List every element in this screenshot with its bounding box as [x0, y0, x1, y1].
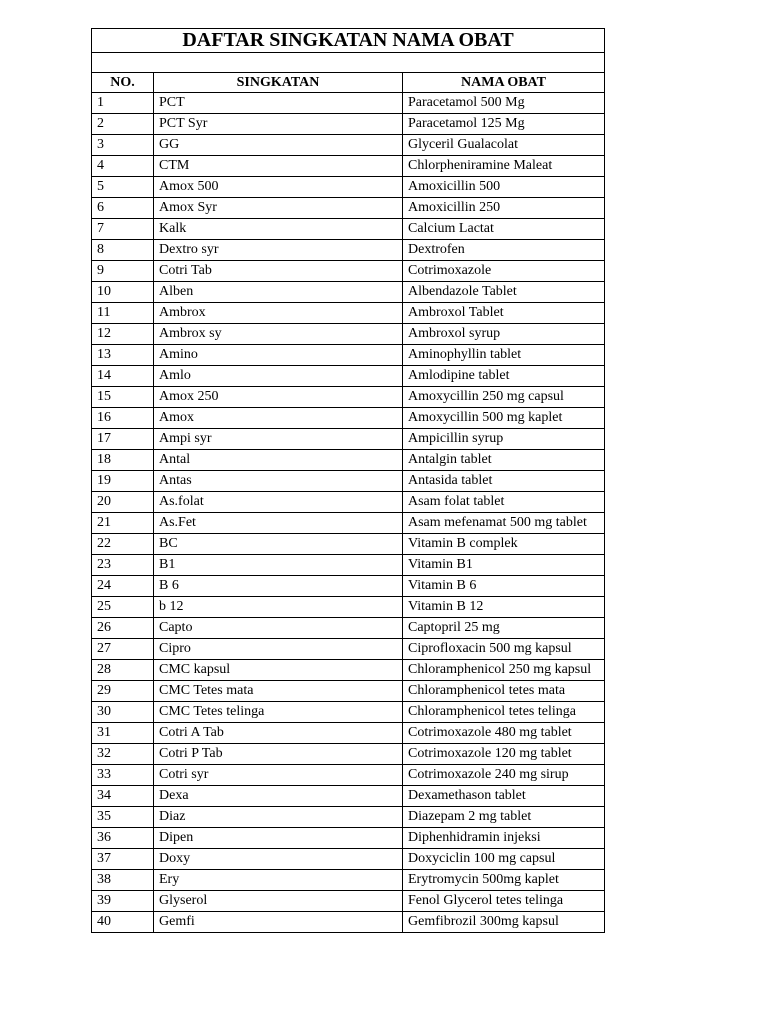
abbreviation-cell: Antas [154, 471, 403, 492]
row-number-cell: 2 [92, 114, 154, 135]
table-row [92, 114, 605, 135]
table-row [92, 240, 605, 261]
table-row [92, 786, 605, 807]
drug-name-cell: Vitamin B1 [403, 555, 605, 576]
drug-name-cell: Vitamin B complek [403, 534, 605, 555]
drug-name-cell: Dexamethason tablet [403, 786, 605, 807]
row-number-cell: 7 [92, 219, 154, 240]
row-number-cell: 27 [92, 639, 154, 660]
abbreviation-cell: Alben [154, 282, 403, 303]
row-number-cell: 8 [92, 240, 154, 261]
abbreviation-cell: Dexa [154, 786, 403, 807]
abbreviation-cell: PCT [154, 93, 403, 114]
column-header-row [92, 73, 605, 93]
medicine-abbreviation-sheet [91, 28, 604, 933]
abbreviation-cell: Ampi syr [154, 429, 403, 450]
row-number-cell: 14 [92, 366, 154, 387]
medicine-table [91, 28, 605, 933]
table-row [92, 156, 605, 177]
abbreviation-cell: b 12 [154, 597, 403, 618]
table-row [92, 513, 605, 534]
table-row [92, 618, 605, 639]
table-row [92, 219, 605, 240]
blank-row [92, 53, 605, 73]
table-row [92, 471, 605, 492]
table-row [92, 828, 605, 849]
row-number-cell: 40 [92, 912, 154, 933]
row-number-cell: 36 [92, 828, 154, 849]
row-number-cell: 23 [92, 555, 154, 576]
row-number-cell: 28 [92, 660, 154, 681]
row-number-cell: 5 [92, 177, 154, 198]
drug-name-cell: Amoxicillin 250 [403, 198, 605, 219]
drug-name-cell: Paracetamol 125 Mg [403, 114, 605, 135]
table-row [92, 177, 605, 198]
drug-name-cell: Chloramphenicol tetes telinga [403, 702, 605, 723]
row-number-cell: 10 [92, 282, 154, 303]
abbreviation-cell: Doxy [154, 849, 403, 870]
abbreviation-cell: Gemfi [154, 912, 403, 933]
table-row [92, 765, 605, 786]
table-body [92, 93, 605, 933]
page-title: DAFTAR SINGKATAN NAMA OBAT [92, 29, 605, 53]
drug-name-cell: Ambroxol Tablet [403, 303, 605, 324]
row-number-cell: 20 [92, 492, 154, 513]
abbreviation-cell: CMC Tetes mata [154, 681, 403, 702]
drug-name-cell: Chloramphenicol 250 mg kapsul [403, 660, 605, 681]
table-row [92, 261, 605, 282]
drug-name-cell: Asam folat tablet [403, 492, 605, 513]
blank-cell [92, 53, 605, 73]
row-number-cell: 9 [92, 261, 154, 282]
row-number-cell: 6 [92, 198, 154, 219]
drug-name-cell: Albendazole Tablet [403, 282, 605, 303]
abbreviation-cell: Cotri Tab [154, 261, 403, 282]
row-number-cell: 38 [92, 870, 154, 891]
row-number-cell: 18 [92, 450, 154, 471]
table-row [92, 324, 605, 345]
row-number-cell: 24 [92, 576, 154, 597]
abbreviation-cell: CMC kapsul [154, 660, 403, 681]
drug-name-cell: Antasida tablet [403, 471, 605, 492]
row-number-cell: 22 [92, 534, 154, 555]
drug-name-cell: Gemfibrozil 300mg kapsul [403, 912, 605, 933]
drug-name-cell: Diazepam 2 mg tablet [403, 807, 605, 828]
table-row [92, 93, 605, 114]
drug-name-cell: Aminophyllin tablet [403, 345, 605, 366]
drug-name-cell: Antalgin tablet [403, 450, 605, 471]
drug-name-cell: Ciprofloxacin 500 mg kapsul [403, 639, 605, 660]
row-number-cell: 1 [92, 93, 154, 114]
table-row [92, 849, 605, 870]
table-row [92, 576, 605, 597]
drug-name-cell: Amoxycillin 500 mg kaplet [403, 408, 605, 429]
header-no: NO. [92, 73, 154, 93]
row-number-cell: 30 [92, 702, 154, 723]
drug-name-cell: Vitamin B 6 [403, 576, 605, 597]
row-number-cell: 16 [92, 408, 154, 429]
row-number-cell: 39 [92, 891, 154, 912]
row-number-cell: 4 [92, 156, 154, 177]
table-row [92, 723, 605, 744]
abbreviation-cell: Glyserol [154, 891, 403, 912]
table-row [92, 912, 605, 933]
table-row [92, 135, 605, 156]
table-row [92, 597, 605, 618]
abbreviation-cell: B1 [154, 555, 403, 576]
table-row [92, 387, 605, 408]
abbreviation-cell: CMC Tetes telinga [154, 702, 403, 723]
abbreviation-cell: B 6 [154, 576, 403, 597]
row-number-cell: 13 [92, 345, 154, 366]
table-row [92, 870, 605, 891]
abbreviation-cell: GG [154, 135, 403, 156]
drug-name-cell: Vitamin B 12 [403, 597, 605, 618]
row-number-cell: 17 [92, 429, 154, 450]
drug-name-cell: Cotrimoxazole 120 mg tablet [403, 744, 605, 765]
drug-name-cell: Calcium Lactat [403, 219, 605, 240]
drug-name-cell: Fenol Glycerol tetes telinga [403, 891, 605, 912]
drug-name-cell: Cotrimoxazole [403, 261, 605, 282]
drug-name-cell: Amoxycillin 250 mg capsul [403, 387, 605, 408]
drug-name-cell: Doxyciclin 100 mg capsul [403, 849, 605, 870]
abbreviation-cell: Amox [154, 408, 403, 429]
abbreviation-cell: Amox 500 [154, 177, 403, 198]
row-number-cell: 21 [92, 513, 154, 534]
abbreviation-cell: Amox 250 [154, 387, 403, 408]
table-row [92, 807, 605, 828]
header-drug-name: NAMA OBAT [403, 73, 605, 93]
abbreviation-cell: Cotri syr [154, 765, 403, 786]
table-row [92, 429, 605, 450]
table-row [92, 366, 605, 387]
drug-name-cell: Glyceril Gualacolat [403, 135, 605, 156]
row-number-cell: 34 [92, 786, 154, 807]
table-row [92, 450, 605, 471]
table-row [92, 660, 605, 681]
drug-name-cell: Diphenhidramin injeksi [403, 828, 605, 849]
abbreviation-cell: PCT Syr [154, 114, 403, 135]
abbreviation-cell: Kalk [154, 219, 403, 240]
drug-name-cell: Amoxicillin 500 [403, 177, 605, 198]
table-row [92, 492, 605, 513]
table-row [92, 744, 605, 765]
table-row [92, 639, 605, 660]
row-number-cell: 31 [92, 723, 154, 744]
table-row [92, 198, 605, 219]
drug-name-cell: Chlorpheniramine Maleat [403, 156, 605, 177]
abbreviation-cell: As.folat [154, 492, 403, 513]
table-row [92, 282, 605, 303]
drug-name-cell: Paracetamol 500 Mg [403, 93, 605, 114]
abbreviation-cell: Antal [154, 450, 403, 471]
row-number-cell: 32 [92, 744, 154, 765]
drug-name-cell: Cotrimoxazole 480 mg tablet [403, 723, 605, 744]
abbreviation-cell: As.Fet [154, 513, 403, 534]
abbreviation-cell: Dipen [154, 828, 403, 849]
row-number-cell: 33 [92, 765, 154, 786]
abbreviation-cell: Dextro syr [154, 240, 403, 261]
abbreviation-cell: Cotri A Tab [154, 723, 403, 744]
abbreviation-cell: Ery [154, 870, 403, 891]
row-number-cell: 3 [92, 135, 154, 156]
abbreviation-cell: Cotri P Tab [154, 744, 403, 765]
drug-name-cell: Ambroxol syrup [403, 324, 605, 345]
abbreviation-cell: Diaz [154, 807, 403, 828]
drug-name-cell: Ampicillin syrup [403, 429, 605, 450]
header-abbreviation: SINGKATAN [154, 73, 403, 93]
abbreviation-cell: Ambrox sy [154, 324, 403, 345]
row-number-cell: 19 [92, 471, 154, 492]
abbreviation-cell: Amox Syr [154, 198, 403, 219]
abbreviation-cell: Amino [154, 345, 403, 366]
drug-name-cell: Chloramphenicol tetes mata [403, 681, 605, 702]
table-row [92, 345, 605, 366]
table-row [92, 408, 605, 429]
table-row [92, 891, 605, 912]
abbreviation-cell: Capto [154, 618, 403, 639]
row-number-cell: 11 [92, 303, 154, 324]
drug-name-cell: Captopril 25 mg [403, 618, 605, 639]
drug-name-cell: Erytromycin 500mg kaplet [403, 870, 605, 891]
row-number-cell: 12 [92, 324, 154, 345]
table-row [92, 702, 605, 723]
table-row [92, 681, 605, 702]
table-row [92, 534, 605, 555]
abbreviation-cell: Amlo [154, 366, 403, 387]
drug-name-cell: Asam mefenamat 500 mg tablet [403, 513, 605, 534]
table-row [92, 555, 605, 576]
row-number-cell: 15 [92, 387, 154, 408]
drug-name-cell: Cotrimoxazole 240 mg sirup [403, 765, 605, 786]
table-row [92, 303, 605, 324]
row-number-cell: 35 [92, 807, 154, 828]
abbreviation-cell: Cipro [154, 639, 403, 660]
row-number-cell: 37 [92, 849, 154, 870]
row-number-cell: 25 [92, 597, 154, 618]
abbreviation-cell: BC [154, 534, 403, 555]
abbreviation-cell: Ambrox [154, 303, 403, 324]
row-number-cell: 26 [92, 618, 154, 639]
title-row [92, 29, 605, 53]
row-number-cell: 29 [92, 681, 154, 702]
drug-name-cell: Dextrofen [403, 240, 605, 261]
drug-name-cell: Amlodipine tablet [403, 366, 605, 387]
abbreviation-cell: CTM [154, 156, 403, 177]
